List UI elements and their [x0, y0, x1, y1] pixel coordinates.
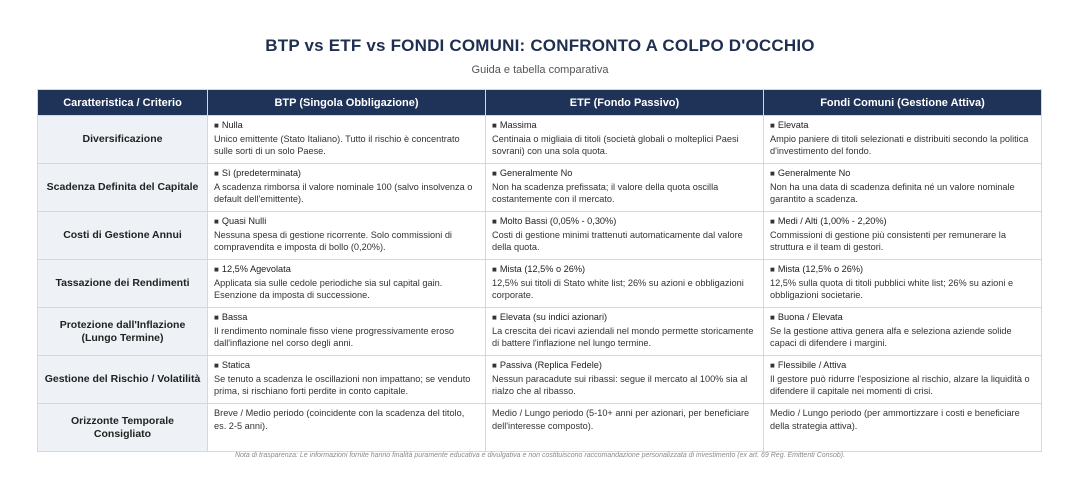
table-row: [38, 260, 1042, 308]
etf-cell: [486, 116, 764, 164]
header-criterion: Caratteristica / Criterio: [38, 90, 208, 116]
rating-tag: Nulla: [221, 120, 243, 130]
square-bullet-icon: ■: [770, 217, 775, 226]
rating-tag: Massima: [499, 120, 537, 130]
rating-line: [770, 263, 1035, 277]
cell-description: Non ha una data di scadenza definita né un valore nominale garantito a scadenza.: [770, 181, 1015, 204]
header-btp: BTP (Singola Obbligazione): [208, 90, 486, 116]
square-bullet-icon: ■: [214, 169, 219, 178]
table-row: [38, 212, 1042, 260]
rating-tag: 12,5% Agevolata: [221, 264, 291, 274]
table-row: [38, 404, 1042, 452]
square-bullet-icon: ■: [770, 361, 775, 370]
criterion-cell: Protezione dall'Inflazione (Lungo Termine): [38, 308, 208, 356]
criterion-cell: Gestione del Rischio / Volatilità: [38, 356, 208, 404]
rating-line: [770, 311, 1035, 325]
rating-tag: Medi / Alti (1,00% - 2,20%): [777, 216, 887, 226]
btp-cell: [208, 308, 486, 356]
rating-tag: Flessibile / Attiva: [777, 360, 847, 370]
square-bullet-icon: ■: [214, 217, 219, 226]
square-bullet-icon: ■: [492, 265, 497, 274]
rating-line: [492, 311, 757, 325]
square-bullet-icon: ■: [770, 265, 775, 274]
cell-description: Applicata sia sulle cedole periodiche sia sul capital gain. Esenzione da imposta di successione.: [214, 277, 443, 300]
header-fondi: Fondi Comuni (Gestione Attiva): [764, 90, 1042, 116]
btp-cell: [208, 164, 486, 212]
square-bullet-icon: ■: [492, 313, 497, 322]
criterion-cell: Tassazione dei Rendimenti: [38, 260, 208, 308]
cell-description: 12,5% sui titoli di Stato white list; 26% su azioni e obbligazioni corporate.: [492, 277, 744, 300]
table-body: [38, 116, 1042, 452]
cell-description: Se tenuto a scadenza le oscillazioni non impattano; se venduto prima, si rischiano forti perdite in conto capitale.: [214, 373, 471, 396]
fondi-cell: [764, 404, 1042, 452]
criterion-cell: Costi di Gestione Annui: [38, 212, 208, 260]
cell-description: Nessuna spesa di gestione ricorrente. Solo commissioni di compravendita e imposta di bollo (0,20%).: [214, 229, 452, 252]
rating-tag: Mista (12,5% o 26%): [777, 264, 864, 274]
rating-line: [214, 119, 479, 133]
rating-line: [770, 119, 1035, 133]
criterion-cell: Scadenza Definita del Capitale: [38, 164, 208, 212]
rating-line: [492, 167, 757, 181]
cell-description: Centinaia o migliaia di titoli (società globali o molteplici Paesi sovrani) con una sola quota.: [492, 133, 739, 156]
table-row: [38, 356, 1042, 404]
cell-description: Se la gestione attiva genera alfa e seleziona aziende solide capaci di difendere i margini.: [770, 325, 1012, 348]
rating-line: [770, 167, 1035, 181]
btp-cell: [208, 212, 486, 260]
cell-description: Breve / Medio periodo (coincidente con la scadenza del titolo, es. 2-5 anni).: [214, 408, 465, 431]
cell-description: Il gestore può ridurre l'esposizione al rischio, alzare la liquidità o difendere il capitale nei momenti di crisi.: [770, 373, 1030, 396]
etf-cell: [486, 404, 764, 452]
rating-tag: Passiva (Replica Fedele): [499, 360, 602, 370]
rating-line: [214, 311, 479, 325]
cell-description: Costi di gestione minimi trattenuti automaticamente dal valore della quota.: [492, 229, 743, 252]
cell-description: Nessun paracadute sui ribassi: segue il mercato al 100% sia al rialzo che al ribasso.: [492, 373, 748, 396]
square-bullet-icon: ■: [214, 313, 219, 322]
btp-cell: [208, 260, 486, 308]
rating-tag: Elevata: [777, 120, 809, 130]
rating-line: [492, 263, 757, 277]
cell-description: Ampio paniere di titoli selezionati e distribuiti secondo la politica d'investimento del fondo.: [770, 133, 1029, 156]
fondi-cell: [764, 212, 1042, 260]
table-header: [38, 90, 1042, 116]
rating-tag: Bassa: [221, 312, 248, 322]
rating-tag: Mista (12,5% o 26%): [499, 264, 586, 274]
header-etf: ETF (Fondo Passivo): [486, 90, 764, 116]
rating-line: [214, 167, 479, 181]
square-bullet-icon: ■: [770, 313, 775, 322]
square-bullet-icon: ■: [770, 121, 775, 130]
table-row: [38, 116, 1042, 164]
rating-tag: Elevata (su indici azionari): [499, 312, 608, 322]
fondi-cell: [764, 308, 1042, 356]
cell-description: La crescita dei ricavi aziendali nel mondo permette storicamente di battere l'inflazione nel lungo termine.: [492, 325, 754, 348]
cell-description: 12,5% sulla quota di titoli pubblici white list; 26% su azioni e obbligazioni societarie.: [770, 277, 1014, 300]
criterion-cell: Orizzonte Temporale Consigliato: [38, 404, 208, 452]
cell-description: Commissioni di gestione più consistenti per remunerare la struttura e il team di gestori.: [770, 229, 1006, 252]
cell-description: Medio / Lungo periodo (5-10+ anni per azionari, per beneficiare dell'interesse composto).: [492, 408, 750, 431]
etf-cell: [486, 308, 764, 356]
btp-cell: [208, 404, 486, 452]
rating-line: [214, 263, 479, 277]
transparency-note: Nota di trasparenza: Le informazioni fornite hanno finalità puramente educativa e divulgativa e non costituiscono raccomandazione personalizzata di investimento (ex art. 69 Reg. Emittenti Consob).: [234, 452, 846, 459]
cell-description: Il rendimento nominale fisso viene progressivamente eroso dall'inflazione nel corso degli anni.: [214, 325, 455, 348]
btp-cell: [208, 116, 486, 164]
cell-description: A scadenza rimborsa il valore nominale 100 (salvo insolvenza o default dell'emittente).: [214, 181, 473, 204]
cell-description: Medio / Lungo periodo (per ammortizzare i costi e beneficiare della strategia attiva).: [770, 408, 1020, 431]
rating-tag: Molto Bassi (0,05% - 0,30%): [499, 216, 617, 226]
etf-cell: [486, 356, 764, 404]
comparison-table: [37, 89, 1042, 452]
square-bullet-icon: ■: [214, 265, 219, 274]
square-bullet-icon: ■: [492, 121, 497, 130]
fondi-cell: [764, 356, 1042, 404]
fondi-cell: [764, 260, 1042, 308]
rating-tag: Quasi Nulli: [221, 216, 267, 226]
rating-line: [492, 359, 757, 373]
square-bullet-icon: ■: [492, 169, 497, 178]
page-title: BTP vs ETF vs FONDI COMUNI: CONFRONTO A COLPO D'OCCHIO: [265, 36, 815, 55]
rating-tag: Generalmente No: [499, 168, 573, 178]
etf-cell: [486, 260, 764, 308]
rating-line: [492, 119, 757, 133]
cell-description: Unico emittente (Stato Italiano). Tutto il rischio è concentrato sulle sorti di un solo Paese.: [214, 133, 460, 156]
rating-line: [214, 215, 479, 229]
rating-tag: Statica: [221, 360, 250, 370]
square-bullet-icon: ■: [214, 361, 219, 370]
rating-line: [770, 359, 1035, 373]
rating-line: [214, 359, 479, 373]
rating-tag: Buona / Elevata: [777, 312, 843, 322]
square-bullet-icon: ■: [492, 217, 497, 226]
rating-line: [492, 215, 757, 229]
cell-description: Non ha scadenza prefissata; il valore della quota oscilla costantemente con il mercato.: [492, 181, 719, 204]
table-row: [38, 164, 1042, 212]
rating-line: [770, 215, 1035, 229]
rating-tag: Generalmente No: [777, 168, 851, 178]
etf-cell: [486, 212, 764, 260]
etf-cell: [486, 164, 764, 212]
fondi-cell: [764, 164, 1042, 212]
square-bullet-icon: ■: [492, 361, 497, 370]
fondi-cell: [764, 116, 1042, 164]
criterion-cell: Diversificazione: [38, 116, 208, 164]
page-subtitle: Guida e tabella comparativa: [471, 64, 609, 76]
table-row: [38, 308, 1042, 356]
square-bullet-icon: ■: [770, 169, 775, 178]
btp-cell: [208, 356, 486, 404]
square-bullet-icon: ■: [214, 121, 219, 130]
rating-tag: Sì (predeterminata): [221, 168, 301, 178]
